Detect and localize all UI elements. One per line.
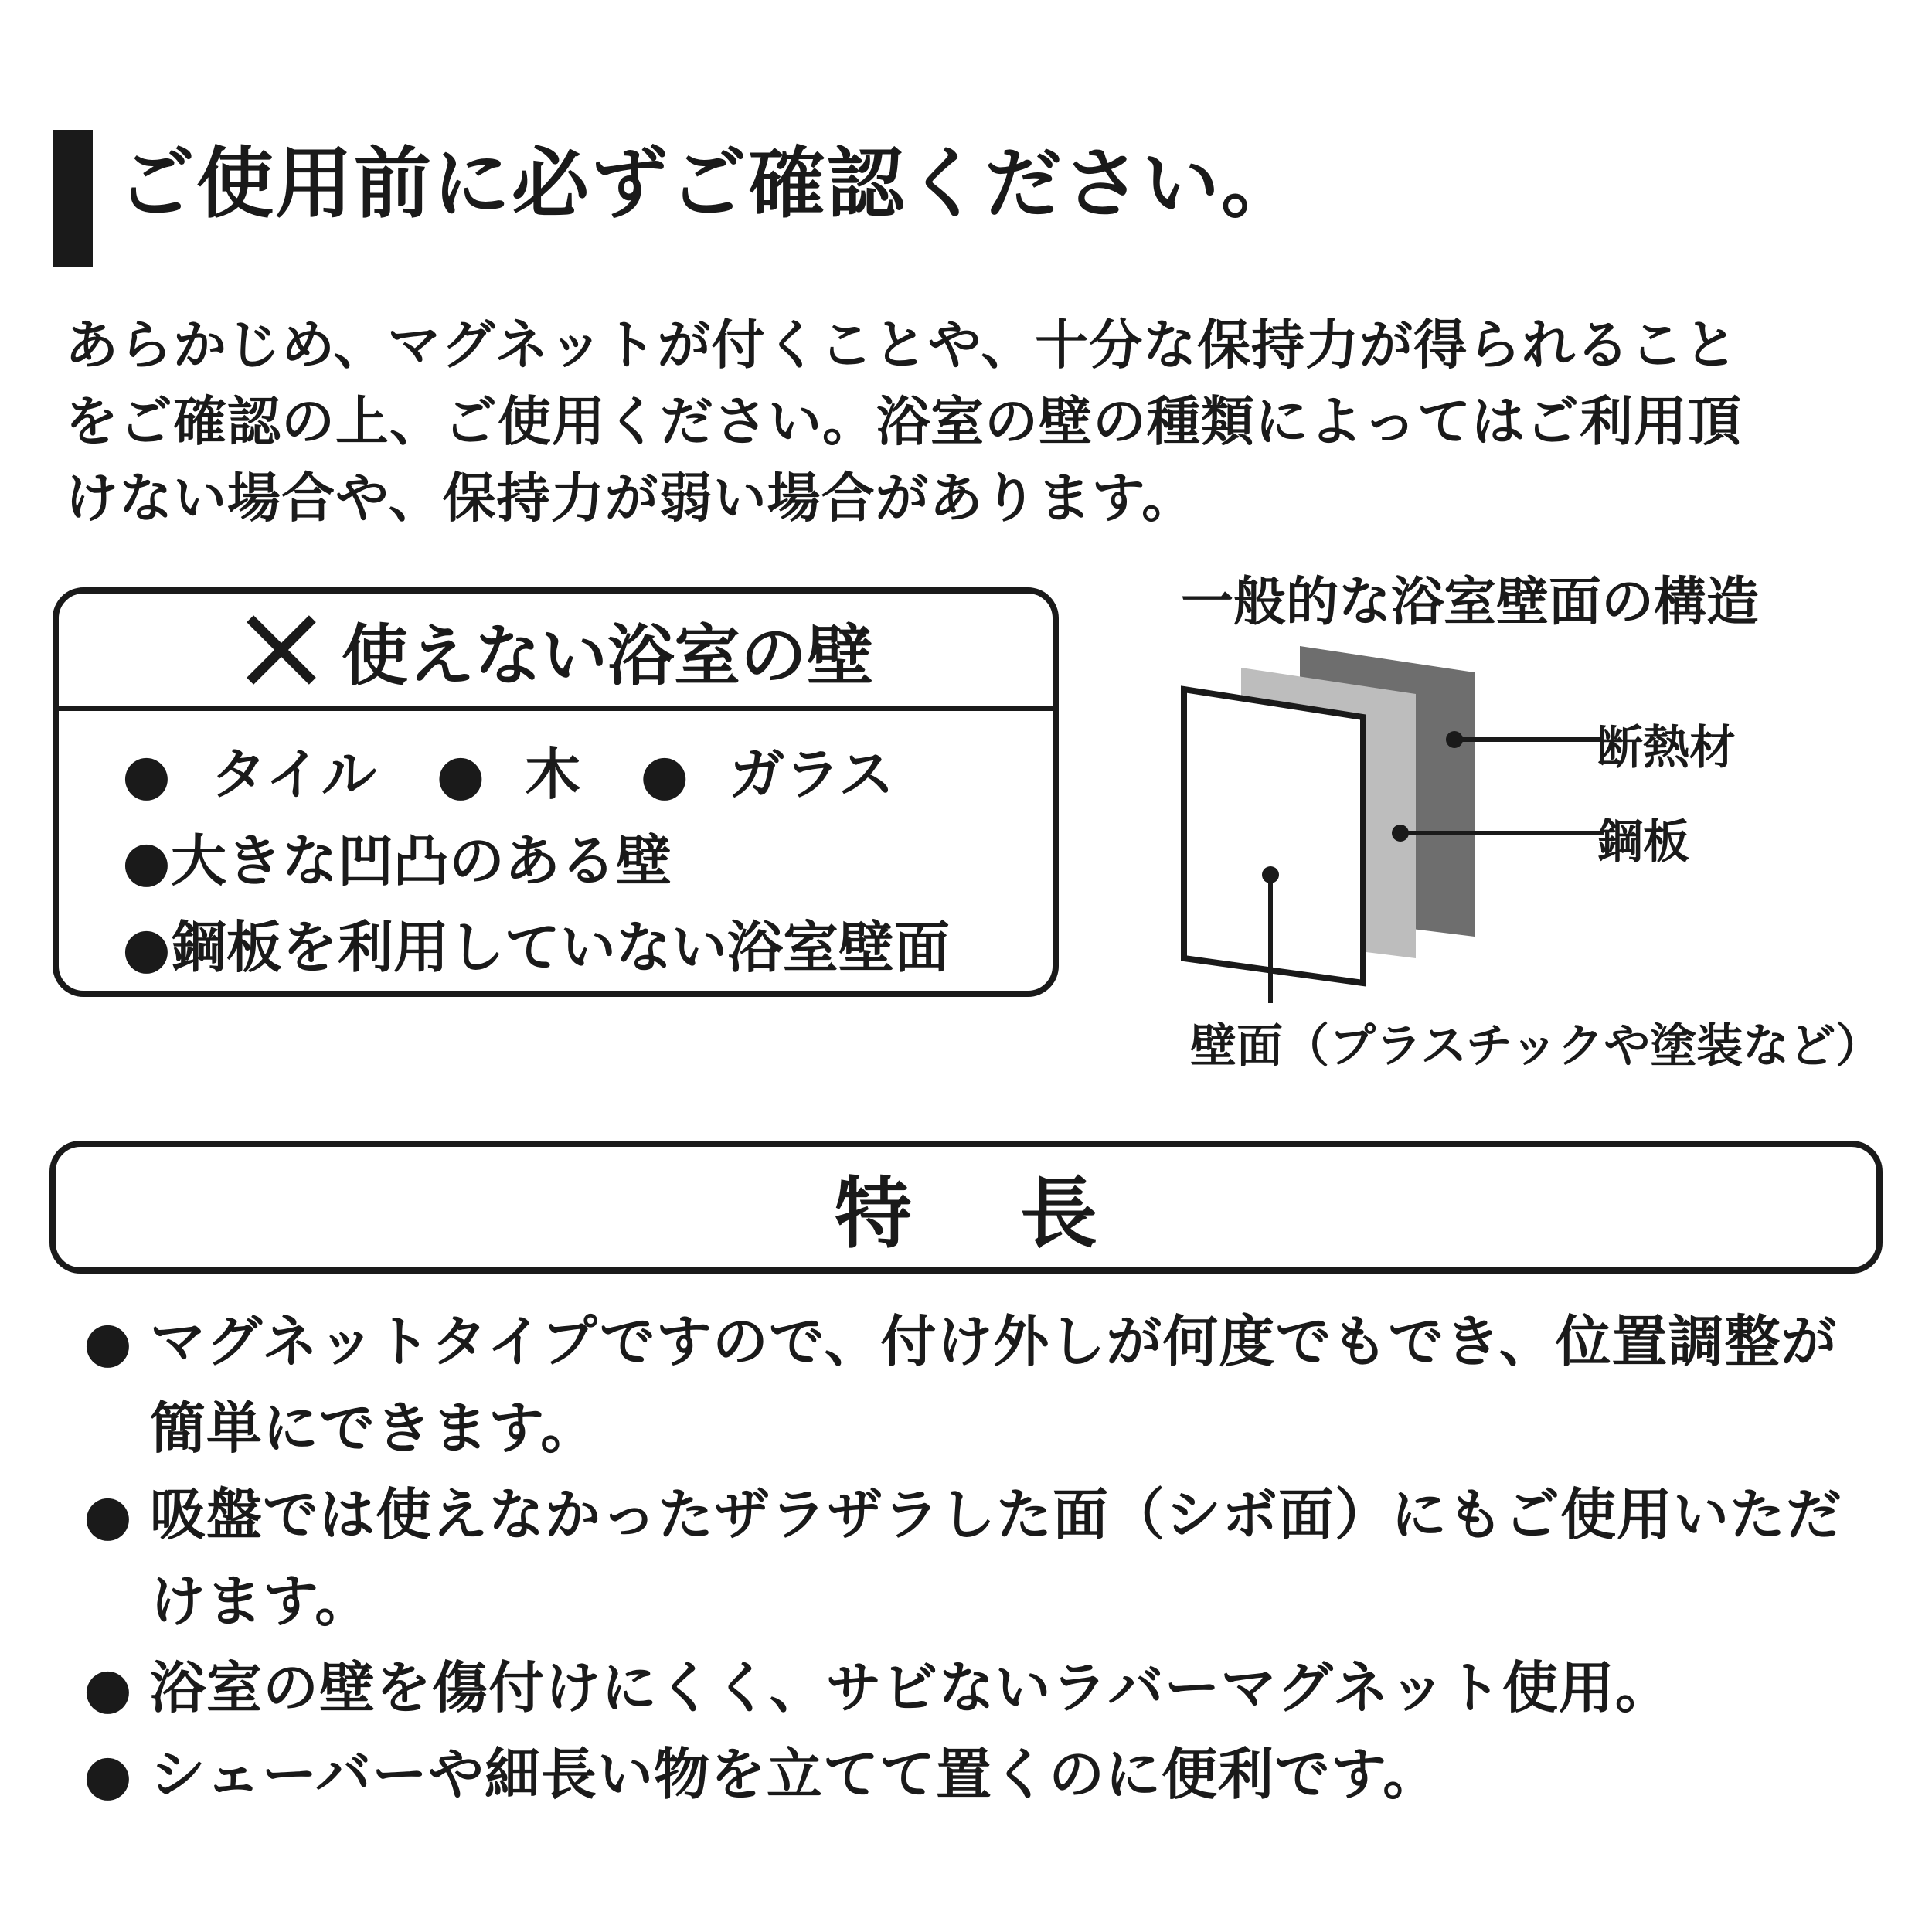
unusable-walls-header — [59, 594, 1053, 711]
bullet-icon: ● — [122, 742, 171, 807]
bullet-icon: ● — [122, 915, 171, 980]
list-item-label: 鋼板を利用していない浴室壁面 — [170, 915, 950, 980]
wall-surface-label: 壁面（プラスチックや塗装など） — [1190, 1019, 1883, 1073]
diagram-title: 一般的な浴室壁面の構造 — [1181, 572, 1760, 633]
unusable-walls-list — [122, 731, 950, 991]
page-title: ご使用前に必ずご確認ください。 — [117, 138, 1300, 229]
intro-line: あらかじめ、マグネットが付くことや、十分な保持力が得られること — [65, 315, 1739, 376]
list-item-label: タイル — [210, 742, 377, 807]
steel-pointer-dot — [1392, 825, 1409, 842]
list-item-label: マグネットタイプですので、付け外しが何度でもでき、位置調整が簡単にできます。 — [150, 1309, 1838, 1461]
unusable-walls-title: 使えない浴室の壁 — [342, 617, 873, 695]
steel-plate-label: 鋼板 — [1597, 815, 1689, 869]
intro-line: けない場合や、保持力が弱い場合があります。 — [65, 468, 1196, 529]
steel-plate-layer — [1241, 668, 1416, 958]
list-item — [122, 731, 950, 818]
list-item — [122, 904, 950, 991]
features-list — [83, 1298, 1884, 1818]
unusable-walls-box — [53, 587, 1059, 997]
bullet-icon: ● — [436, 742, 485, 807]
list-item — [83, 1731, 1884, 1818]
intro-text — [65, 308, 1904, 537]
features-title: 特長 — [835, 1168, 1206, 1259]
bullet-icon: ● — [122, 828, 171, 893]
list-item — [83, 1298, 1884, 1471]
cross-icon — [238, 607, 325, 693]
bullet-icon: ● — [83, 1655, 133, 1720]
surface-pointer-dot — [1262, 866, 1279, 883]
wall-surface-layer — [1184, 689, 1363, 983]
list-item — [83, 1471, 1884, 1645]
list-item-label: ガラス — [729, 742, 895, 807]
insulation-pointer-dot — [1446, 731, 1463, 748]
insulation-layer — [1300, 646, 1475, 937]
bullet-icon: ● — [83, 1742, 133, 1807]
list-item-label: 浴室の壁を傷付けにくく、サビないラバーマグネット使用。 — [150, 1655, 1672, 1720]
list-item — [83, 1645, 1884, 1731]
list-item-label: シェーバーや細長い物を立てて置くのに便利です。 — [150, 1742, 1440, 1807]
heading-bar — [53, 130, 93, 267]
intro-line: をご確認の上、ご使用ください。浴室の壁の種類によってはご利用頂 — [65, 391, 1742, 453]
features-header-box — [49, 1141, 1883, 1274]
list-item-label: 吸盤では使えなかったザラザラした面（シボ面）にもご使用いただけます。 — [150, 1482, 1843, 1634]
bullet-icon: ● — [640, 742, 689, 807]
bullet-icon: ● — [83, 1482, 133, 1547]
list-item — [122, 818, 950, 904]
insulation-label: 断熱材 — [1597, 721, 1736, 775]
list-item-label: 大きな凹凸のある壁 — [170, 828, 672, 893]
list-item-label: 木 — [525, 742, 581, 807]
bullet-icon: ● — [83, 1309, 133, 1374]
